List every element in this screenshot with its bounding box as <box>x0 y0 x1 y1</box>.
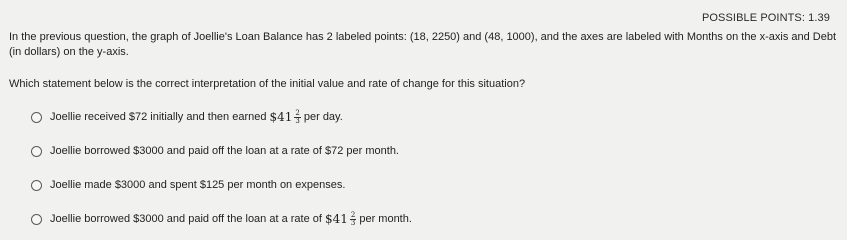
question-prompt: Which statement below is the correct interpretation of the initial value and rate of change for this situation? <box>9 78 526 90</box>
possible-points: POSSIBLE POINTS: 1.39 <box>701 12 830 24</box>
fraction-denominator: 3 <box>295 116 300 125</box>
answer-option-b[interactable] <box>31 134 412 168</box>
fraction-numerator: 2 <box>350 210 356 219</box>
answer-option-d[interactable] <box>31 202 412 236</box>
answer-option-c[interactable] <box>31 168 412 202</box>
option-text: Joellie received $72 initially and then earned <box>50 111 267 123</box>
mixed-number <box>269 110 303 125</box>
option-label <box>50 110 343 125</box>
radio-button[interactable] <box>31 214 42 225</box>
mixed-number-whole: $41 <box>269 110 293 124</box>
option-text-suffix: per month. <box>359 213 412 225</box>
mixed-number <box>325 212 359 227</box>
radio-button[interactable] <box>31 112 42 123</box>
mixed-number-whole: $41 <box>324 212 348 226</box>
radio-button[interactable] <box>31 180 42 191</box>
radio-button[interactable] <box>31 146 42 157</box>
option-label <box>50 212 412 227</box>
fraction-denominator: 3 <box>350 218 356 227</box>
question-stem: In the previous question, the graph of Joellie's Loan Balance has 2 labeled points: (18, 2250) and (48, 1000), and the axes are labeled with Months on the x-axis and Debt (in dollars) on the y-axis. <box>9 31 837 58</box>
option-text-suffix: per day. <box>303 111 343 123</box>
fraction <box>350 212 356 227</box>
option-label: Joellie borrowed $3000 and paid off the loan at a rate of $72 per month. <box>50 145 399 157</box>
fraction <box>294 110 300 125</box>
option-text: Joellie borrowed $3000 and paid off the loan at a rate of <box>50 213 322 225</box>
option-label: Joellie made $3000 and spent $125 per month on expenses. <box>50 179 346 191</box>
answer-options <box>31 108 412 236</box>
answer-option-a[interactable] <box>31 100 412 134</box>
fraction-numerator: 2 <box>295 108 300 117</box>
